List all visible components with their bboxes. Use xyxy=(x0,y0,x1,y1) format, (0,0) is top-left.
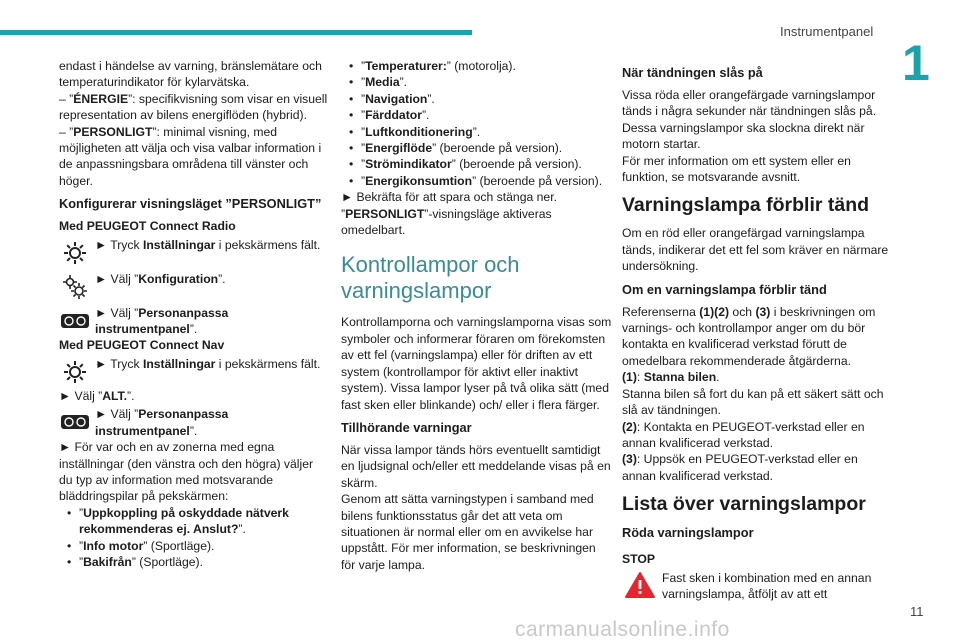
section-heading: Röda varningslampor xyxy=(622,525,754,541)
paragraph: ► Bekräfta för att spara och stänga ner. xyxy=(341,190,557,205)
list-item: • ”Bakifrån” (Sportläge). xyxy=(67,554,203,569)
section-heading: Om en varningslampa förblir tänd xyxy=(622,281,827,297)
list-item: • ”Media”. xyxy=(349,75,408,90)
paragraph: ► Välj ”ALT.”. xyxy=(59,388,135,403)
list-item: • ”Strömindikator” (beroende på version). xyxy=(349,157,582,172)
paragraph: När vissa lampor tänds hörs eventuellt samtidigt en ljudsignal och/eller ett meddelande visas på en skärm. xyxy=(341,442,611,490)
paragraph: Referenserna (1)(2) och (3) i beskrivningen om varnings- och kontrollampor anger om du bör kontakta en kvalificerad verkstad förutt de omedelbara rekommenderade åtgärderna. xyxy=(622,304,876,368)
list-item: • ”Luftkonditionering”. xyxy=(349,124,481,139)
column-2 xyxy=(341,58,613,573)
column-1 xyxy=(59,58,329,570)
section-title: Kontrollampor och varningslampor xyxy=(341,252,520,304)
section-heading: Konfigurerar visningsläget ”PERSONLIGT” xyxy=(59,196,322,212)
list-item: • ”Temperaturer:” (motorolja). xyxy=(349,59,516,73)
bullet-list xyxy=(341,58,613,189)
subheading: Med PEUGEOT Connect Radio xyxy=(59,219,236,234)
paragraph: – ”PERSONLIGT”: minimal visning, med möjligheten att välja och visa valbar information i de anpassningsbara områdena till vänster och höger. xyxy=(59,124,322,188)
paragraph: Vissa röda eller orangefärgade varningslampor tänds i några sekunder när tändningen slås på. Dessa varningslampor ska slockna direkt när motorn startar. xyxy=(622,88,877,152)
gears-icon xyxy=(59,271,91,303)
section-title: Lista över varningslampor xyxy=(622,493,866,516)
section-title: Varningslampa förblir tänd xyxy=(622,194,870,217)
step-row: ► Tryck Inställningar i pekskärmens fält. xyxy=(59,356,329,388)
warning-row: Fast sken i kombination med en annan varningslampa, åtföljt av att ett xyxy=(622,570,890,603)
paragraph: Genom att sätta varningstypen i samband med bilens funktionsstatus går det att veta om situationen är normal eller om en avvikelse har uppstått. För mer information, se beskrivningen för varje lampa. xyxy=(341,492,596,572)
stop-label: STOP xyxy=(622,552,655,567)
list-item: • ”Uppkoppling på oskyddade nätverk rekommenderas ej. Anslut?”. xyxy=(67,505,289,537)
subheading: Med PEUGEOT Connect Nav xyxy=(59,338,225,353)
instrument-panel-icon xyxy=(59,305,91,337)
step-row: ► Tryck Inställningar i pekskärmens fält. xyxy=(59,237,329,269)
gear-icon xyxy=(59,237,91,269)
chapter-number: 1 xyxy=(902,35,930,91)
paragraph: Om en röd eller orangefärgad varningslampa tänds, indikerar det ett fel som kräver en närmare undersökning. xyxy=(622,226,889,274)
paragraph: endast i händelse av varning, bränslemätare och temperaturindikator för kylarvätska. xyxy=(59,59,322,90)
header-accent-bar xyxy=(0,30,472,35)
gear-icon xyxy=(59,356,91,388)
section-heading: När tändningen slås på xyxy=(622,65,763,80)
step-row: ► Välj ”Personanpassa instrumentpanel”. xyxy=(59,406,329,439)
list-item: • ”Energikonsumtion” (beroende på version). xyxy=(349,173,603,188)
page-header-title: Instrumentpanel xyxy=(780,24,874,39)
paragraph: ► För var och en av zonerna med egna inställningar (den vänstra och den högra) väljer du typ av information med motsvarande bläddringspilar på pekskärmen: xyxy=(59,440,314,504)
paragraph: (3): Uppsök en PEUGEOT-verkstad eller en annan kvalificerad verkstad. xyxy=(622,452,858,483)
list-item: • ”Info motor” (Sportläge). xyxy=(67,538,215,553)
list-item: • ”Färddator”. xyxy=(349,108,430,123)
list-item: • ”Energiflöde” (beroende på version). xyxy=(349,141,563,156)
step-row: ► Välj ”Konfiguration”. xyxy=(59,271,329,303)
paragraph: Kontrollamporna och varningslamporna visas som symboler och informerar föraren om förekomsten av ett fel (varningslampa) eller för driften av ett system (kontrollampor för aktivt eller inaktivt system). Vissa lampor lyser på två olika sätt (med fast sken eller blinkande) och/ eller i flera färger. xyxy=(341,315,612,412)
paragraph: – ”ÉNERGIE”: specifikvisning som visar en visuell representation av bilens energiflöden (hybrid). xyxy=(59,91,328,123)
step-row: ► Välj ”Personanpassa instrumentpanel”. xyxy=(59,305,329,338)
paragraph: (1): Stanna bilen. xyxy=(622,370,720,385)
paragraph: ”PERSONLIGT”-visningsläge aktiveras omedelbart. xyxy=(341,206,552,238)
paragraph: Stanna bilen så fort du kan på ett säkert sätt och slå av tändningen. xyxy=(622,386,884,418)
warning-triangle-icon xyxy=(622,570,658,600)
section-heading: Tillhörande varningar xyxy=(341,419,472,435)
column-3 xyxy=(622,58,890,602)
page-number: 11 xyxy=(910,604,924,619)
paragraph: (2): Kontakta en PEUGEOT-verkstad eller en annan kvalificerad verkstad. xyxy=(622,419,865,450)
watermark: carmanualsonline.info xyxy=(515,618,730,641)
instrument-panel-icon xyxy=(59,406,91,438)
list-item: • ”Navigation”. xyxy=(349,91,435,106)
paragraph: För mer information om ett system eller en funktion, se motsvarande avsnitt. xyxy=(622,153,851,185)
